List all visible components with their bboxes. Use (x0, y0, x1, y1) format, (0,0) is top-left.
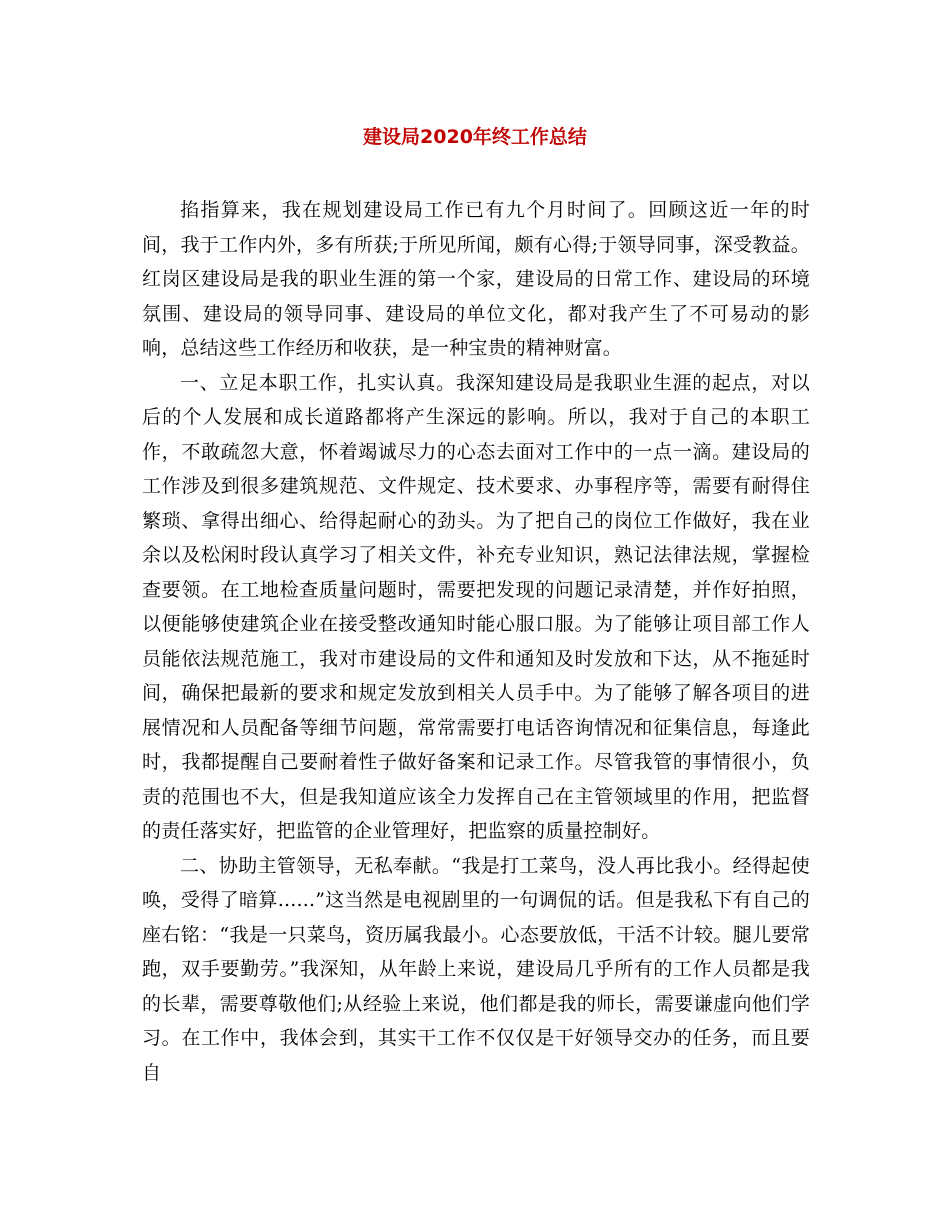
paragraph-intro: 掐指算来，我在规划建设局工作已有九个月时间了。回顾这近一年的时间，我于工作内外，多有所获;于所见所闻，颇有心得;于领导同事，深受教益。红岗区建设局是我的职业生涯的第一个家，建设局的日常工作、建设局的环境氛围、建设局的领导同事、建设局的单位文化，都对我产生了不可易动的影响，总结这些工作经历和收获，是一种宝贵的精神财富。 (142, 199, 810, 359)
paragraph-section-one: 一、立足本职工作，扎实认真。我深知建设局是我职业生涯的起点，对以后的个人发展和成长道路都将产生深远的影响。所以，我对于自己的本职工作，不敢疏忽大意，怀着竭诚尽力的心态去面对工作中的一点一滴。建设局的工作涉及到很多建筑规范、文件规定、技术要求、办事程序等，需要有耐得住繁琐、拿得出细心、给得起耐心的劲头。为了把自己的岗位工作做好，我在业余以及松闲时段认真学习了相关文件，补充专业知识，熟记法律法规，掌握检查要领。在工地检查质量问题时，需要把发现的问题记录清楚，并作好拍照，以便能够使建筑企业在接受整改通知时能心服口服。为了能够让项目部工作人员能依法规范施工，我对市建设局的文件和通知及时发放和下达，从不拖延时间，确保把最新的要求和规定发放到相关人员手中。为了能够了解各项目的进展情况和人员配备等细节问题，常常需要打电话咨询情况和征集信息，每逢此时，我都提醒自己要耐着性子做好备案和记录工作。尽管我管的事情很小，负责的范围也不大，但是我知道应该全力发挥自己在主管领域里的作用，把监督的责任落实好，把监管的企业管理好，把监察的质量控制好。 (142, 371, 810, 842)
document-title: 建设局2020年终工作总结 (363, 126, 587, 148)
paragraph-section-two: 二、协助主管领导，无私奉献。“我是打工菜鸟，没人再比我小。经得起使唤，受得了暗算......”这当然是电视剧里的一句调侃的话。但是我私下有自己的座右铭：“我是一只菜鸟，资历属我最小。心态要放低，干活不计较。腿儿要常跑，双手要勤劳。”我深知，从年龄上来说，建设局几乎所有的工作人员都是我的长辈，需要尊敬他们;从经验上来说，他们都是我的师长，需要谦虚向他们学习。在工作中，我体会到，其实干工作不仅仅是干好领导交办的任务，而且要自 (142, 854, 810, 1084)
document-body (142, 193, 810, 1090)
